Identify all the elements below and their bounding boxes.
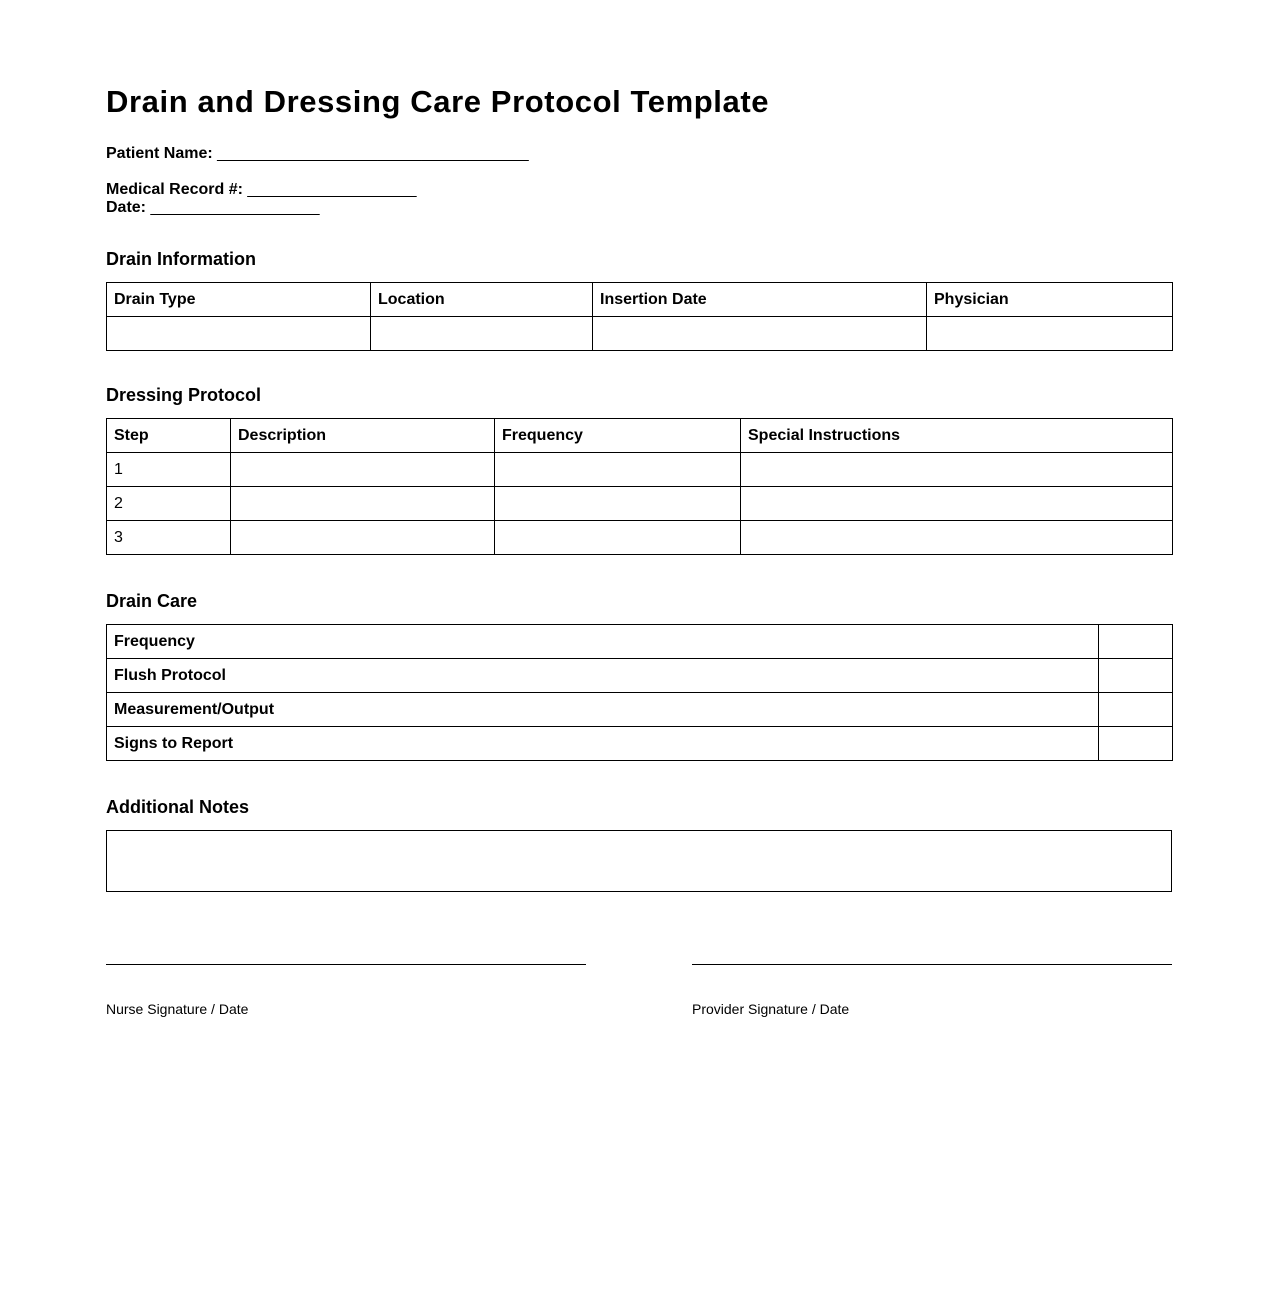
table-row — [107, 693, 1173, 727]
medical-record-blank[interactable]: ___________________ — [247, 181, 417, 198]
frequency-label: Frequency — [107, 625, 1099, 659]
column-header-description: Description — [231, 419, 495, 453]
patient-name-field[interactable] — [106, 145, 529, 163]
frequency-cell[interactable] — [495, 521, 741, 555]
physician-cell[interactable] — [927, 317, 1173, 351]
additional-notes-heading: Additional Notes — [106, 797, 249, 817]
column-header-insertion-date: Insertion Date — [593, 283, 927, 317]
step-cell: 2 — [107, 487, 231, 521]
description-cell[interactable] — [231, 487, 495, 521]
drain-information-table — [106, 282, 1173, 351]
location-cell[interactable] — [371, 317, 593, 351]
date-label: Date: — [106, 199, 147, 216]
date-blank[interactable]: ___________________ — [150, 199, 320, 216]
column-header-special-instructions: Special Instructions — [741, 419, 1173, 453]
provider-signature-line[interactable] — [692, 964, 1172, 965]
step-cell: 3 — [107, 521, 231, 555]
table-row — [107, 727, 1173, 761]
nurse-signature-line[interactable] — [106, 964, 586, 965]
drain-care-heading: Drain Care — [106, 591, 198, 611]
special-instructions-cell[interactable] — [741, 487, 1173, 521]
signs-to-report-value-cell[interactable] — [1099, 727, 1173, 761]
medical-record-field[interactable] — [106, 181, 416, 199]
column-header-frequency: Frequency — [495, 419, 741, 453]
column-header-location: Location — [371, 283, 593, 317]
dressing-protocol-heading: Dressing Protocol — [106, 385, 262, 405]
insertion-date-cell[interactable] — [593, 317, 927, 351]
table-header-row — [107, 419, 1173, 453]
flush-protocol-label: Flush Protocol — [107, 659, 1099, 693]
special-instructions-cell[interactable] — [741, 453, 1173, 487]
flush-protocol-value-cell[interactable] — [1099, 659, 1173, 693]
signs-to-report-label: Signs to Report — [107, 727, 1099, 761]
provider-signature-label: Provider Signature / Date — [692, 1001, 850, 1017]
column-header-physician: Physician — [927, 283, 1173, 317]
medical-record-label: Medical Record #: — [106, 181, 243, 198]
table-row — [107, 317, 1173, 351]
description-cell[interactable] — [231, 453, 495, 487]
frequency-value-cell[interactable] — [1099, 625, 1173, 659]
table-row — [107, 521, 1173, 555]
patient-name-label: Patient Name: — [106, 145, 213, 162]
table-row — [107, 487, 1173, 521]
description-cell[interactable] — [231, 521, 495, 555]
table-row — [107, 625, 1173, 659]
measurement-output-label: Measurement/Output — [107, 693, 1099, 727]
additional-notes-box[interactable] — [106, 830, 1172, 892]
step-cell: 1 — [107, 453, 231, 487]
column-header-drain-type: Drain Type — [107, 283, 371, 317]
table-row — [107, 659, 1173, 693]
frequency-cell[interactable] — [495, 487, 741, 521]
frequency-cell[interactable] — [495, 453, 741, 487]
page-title: Drain and Dressing Care Protocol Template — [106, 84, 770, 119]
table-row — [107, 453, 1173, 487]
dressing-protocol-table — [106, 418, 1173, 555]
column-header-step: Step — [107, 419, 231, 453]
drain-care-table — [106, 624, 1173, 761]
special-instructions-cell[interactable] — [741, 521, 1173, 555]
drain-type-cell[interactable] — [107, 317, 371, 351]
measurement-output-value-cell[interactable] — [1099, 693, 1173, 727]
date-field[interactable] — [106, 199, 320, 217]
table-header-row — [107, 283, 1173, 317]
drain-information-heading: Drain Information — [106, 249, 257, 269]
nurse-signature-label: Nurse Signature / Date — [106, 1001, 249, 1017]
patient-name-blank[interactable]: ___________________________________ — [217, 145, 529, 162]
